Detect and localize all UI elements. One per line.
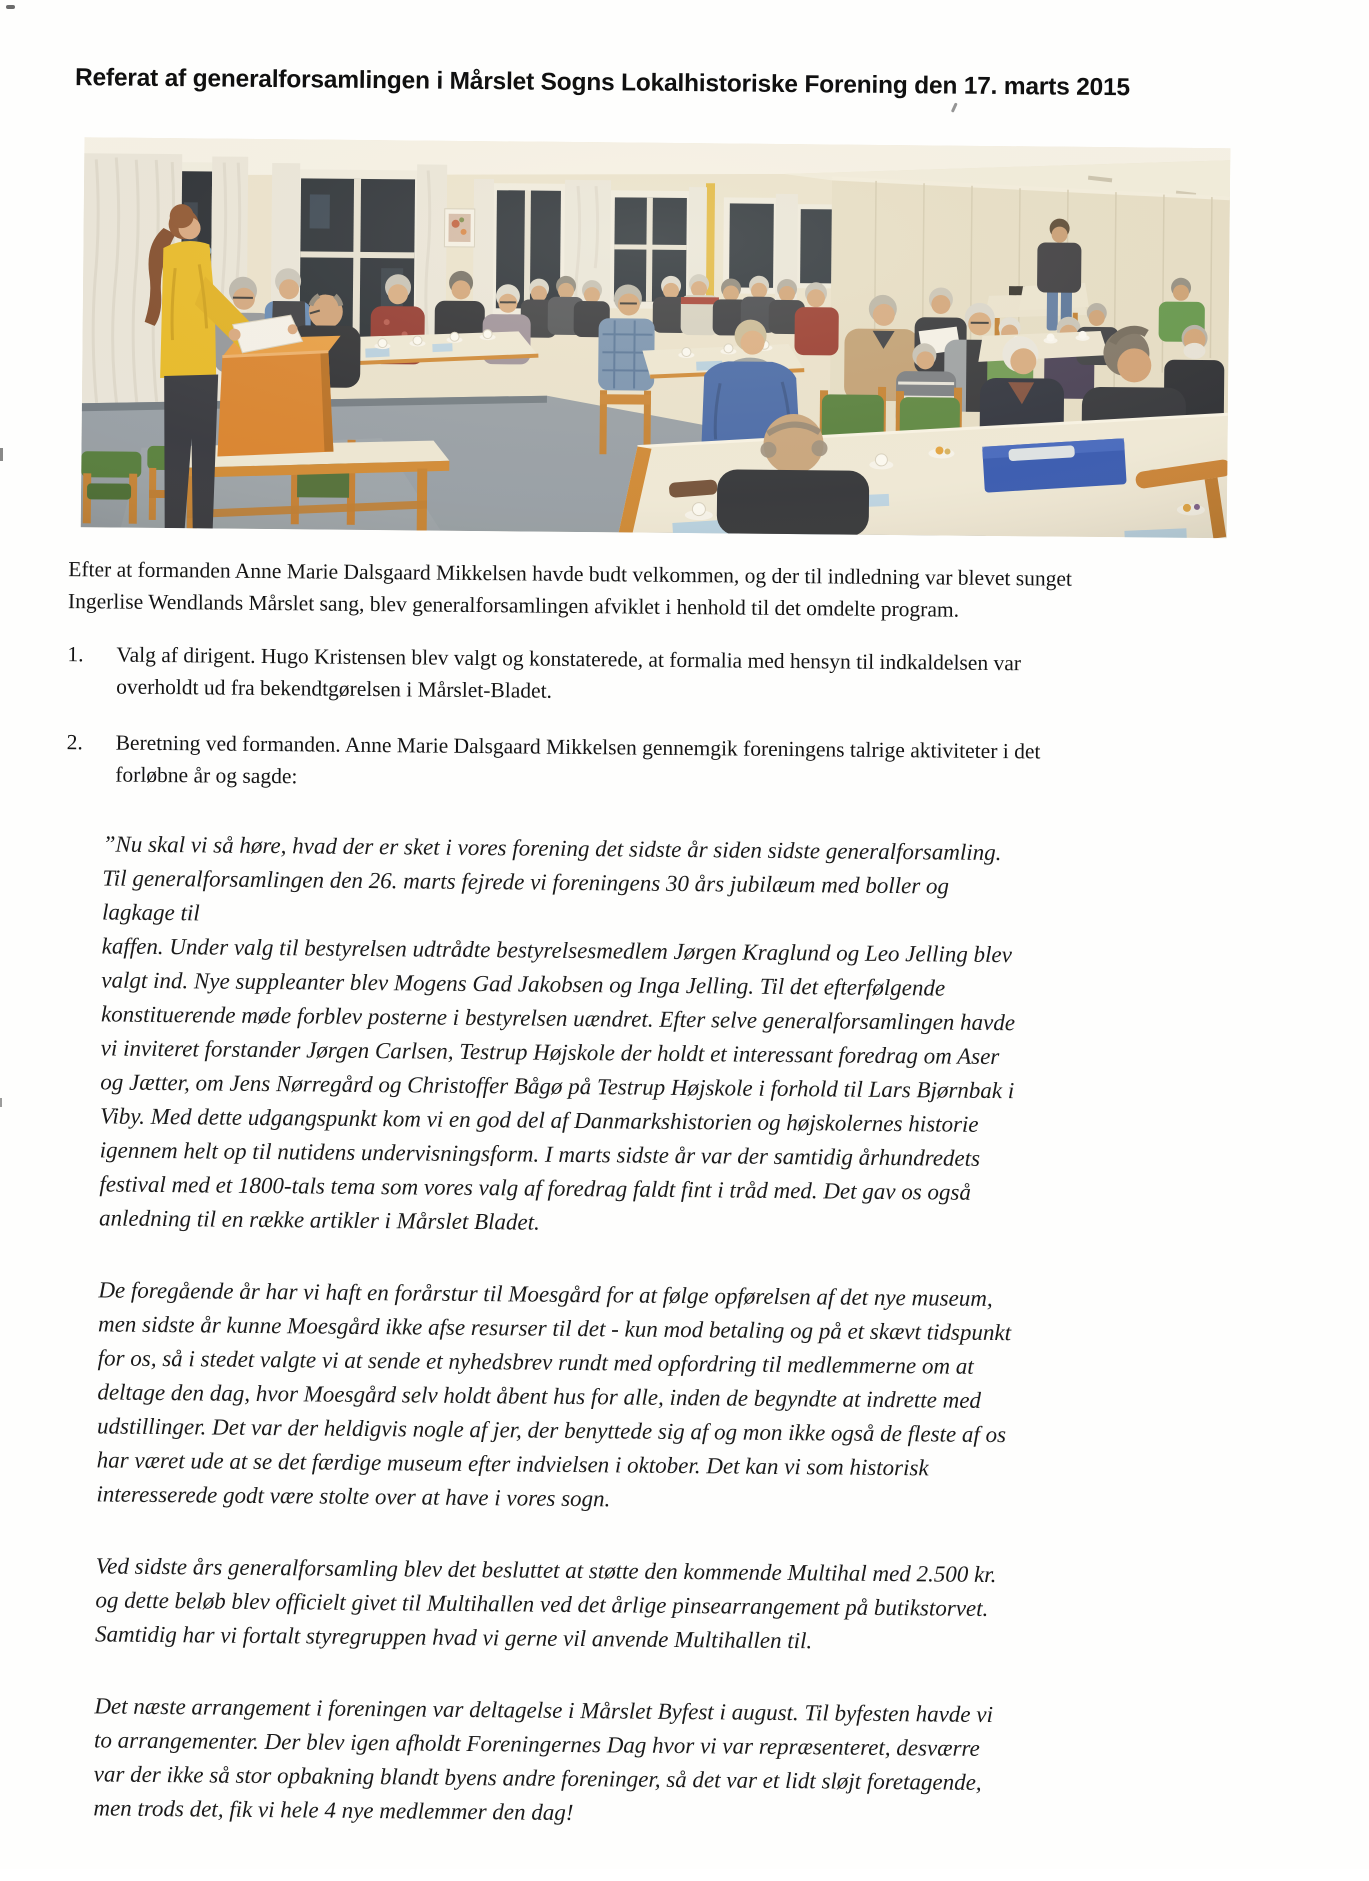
speech-paragraph-1: ”Nu skal vi så høre, hvad der er sket i vores forening det sidste år siden sidste generalforsamling. Til generalforsamlingen den 26. marts fejrede vi foreningens 30 års jubilæum med boller og lagkage til kaffen. Under valg til bestyrelsen udtrådte bestyrelsesmedlem Jørgen Kraglund og Leo Jelling blev valgt ind. Nye suppleanter blev Mogens Gad Jakobsen og Inga Jelling. Til det efterfølgende konstituerende møde forblev posterne i bestyrelsen uændret. Efter selve generalforsamlingen havde vi inviteret forstander Jørgen Carlsen, Testrup Højskole der holdt et interessant foredrag om Aser og Jætter, om Jens Nørregård og Christoffer Bågø på Testrup Højskole i forhold til Lars Bjørnbak i Viby. Med dette udgangspunkt kom vi en god del af Danmarkshistorien og højskolernes historie igennem helt op til nutidens undervisningsform. I marts sidste år var der samtidig århundredets festival med et 1800-tals tema som vores valg af foredrag faldt fint i tråd med. Det gav os også anledning til en række artikler i Mårslet Bladet.	[98, 831, 1021, 1235]
document-title: Referat af generalforsamlingen i Mårslet Sogns Lokalhistoriske Forening den 17. marts 2015	[74, 64, 1131, 102]
meeting-photo-illustration	[81, 137, 1231, 538]
chairman-speech	[93, 827, 1023, 1834]
speech-paragraph-4: Det næste arrangement i foreningen var deltagelse i Mårslet Byfest i august. Til byfesten havde vi to arrangementer. Der blev igen afholdt Foreningernes Dag hvor vi var repræsenteret, desværre var der ikke så stor opbakning blandt byens andre foreninger, så det var et lidt sløjt foretagende, men trods det, fik vi hele 4 nye medlemmer den dag!	[93, 1693, 999, 1826]
agenda-item-text: Valg af dirigent. Hugo Kristensen blev valgt og konstaterede, at formalia med hensyn til indkaldelsen var overholdt ud fra bekendtgørelsen i Mårslet-Bladet.	[116, 642, 1022, 703]
scan-artifact	[0, 448, 3, 461]
scan-artifact	[0, 1098, 2, 1107]
agenda-item-1	[67, 638, 1072, 712]
speech-paragraph-2: De foregående år har vi haft en forårstur til Moesgård for at følge opførelsen af det nye museum, men sidste år kunne Moesgård ikke afse resurser til det - kun mod betaling og på et skævt tidspunkt for os, så i stedet valgte vi at sende et nyhedsbrev rundt med opfordring til medlemmerne om at deltage den dag, hvor Moesgård selv holdt åbent hus for alle, inden de begyndte at indrette med udstillinger. Det var der heldigvis nogle af jer, der benyttede sig af og mon ikke også de fleste af os har været ude at se det færdige museum efter indvielsen i oktober. Det kan vi som historisk interesserede godt være stolte over at have i vores sogn.	[96, 1277, 1017, 1512]
agenda-item-2	[66, 726, 1071, 800]
document-body	[56, 553, 1073, 1873]
agenda-list	[66, 638, 1071, 800]
agenda-item-number: 2.	[66, 730, 83, 755]
intro-paragraph: Efter at formanden Anne Marie Dalsgaard Mikkelsen havde budt velkommen, og der til indledning var blevet sunget Ingerlise Wendlands Mårslet sang, blev generalforsamlingen afviklet i henhold til det omdelte program.	[67, 557, 1073, 622]
speech-paragraph-3: Ved sidste års generalforsamling blev det besluttet at støtte den kommende Multihal med 2.500 kr. og dette beløb blev officielt givet til Multihallen ved det årlige pinsearrangement på butikstorvet. Samtidig har vi fortalt styregruppen hvad vi gerne vil anvende Multihallen til.	[94, 1553, 1003, 1654]
agenda-item-text: Beretning ved formanden. Anne Marie Dalsgaard Mikkelsen gennemgik foreningens talrige aktiviteter i det forløbne år og sagde:	[115, 730, 1041, 789]
scan-artifact	[951, 102, 958, 112]
scan-artifact	[6, 5, 15, 9]
agenda-item-number: 1.	[67, 642, 84, 667]
meeting-photo	[81, 137, 1231, 538]
